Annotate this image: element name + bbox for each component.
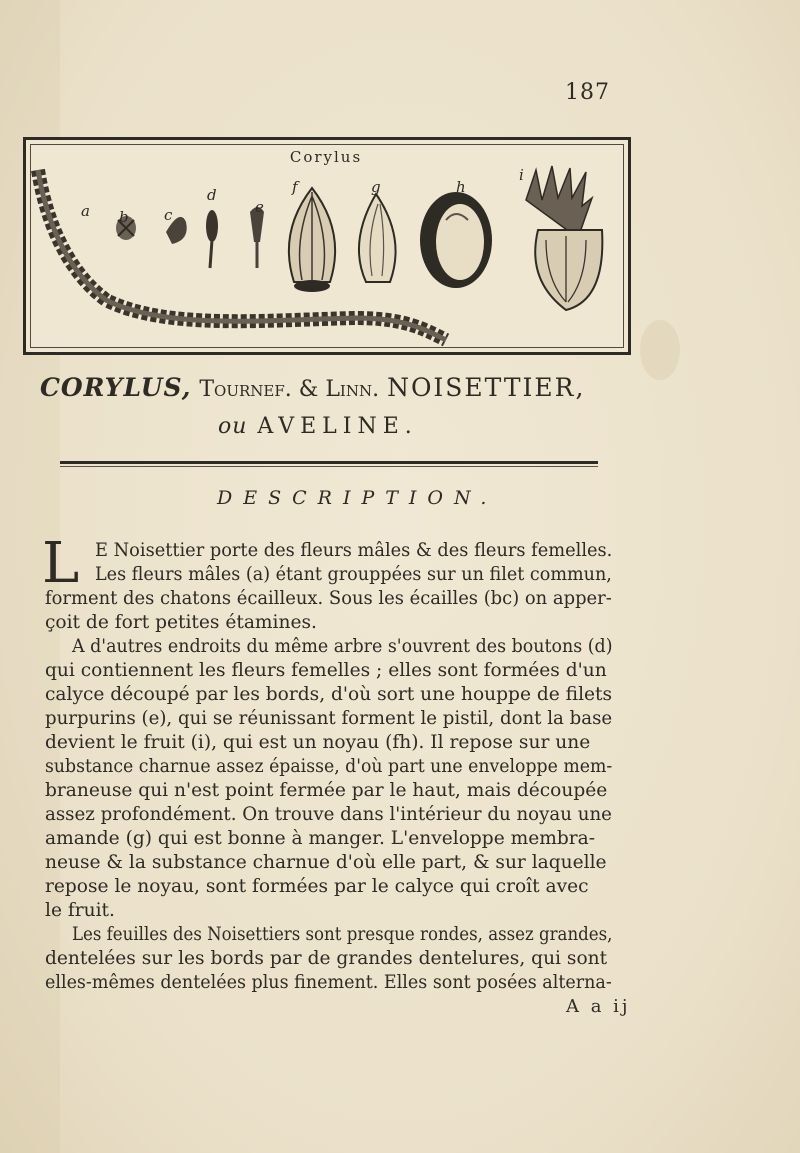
common-name: NOISETTIER, xyxy=(387,373,586,402)
figure-label-e: e xyxy=(255,198,264,216)
text-line: devient le fruit (i), qui est un noyau (fh). Il repose sur une xyxy=(45,732,591,753)
text-line: çoit de fort petites étamines. xyxy=(45,612,317,633)
fruit-husk-i-drawing xyxy=(526,166,602,310)
bud-d-drawing xyxy=(206,210,218,268)
page-number: 187 xyxy=(565,80,610,105)
heading-rule xyxy=(60,461,598,464)
text-line: le fruit. xyxy=(45,900,115,921)
text-line: assez profondément. On trouve dans l'intérieur du noyau une xyxy=(45,804,612,825)
text-line: forment des chatons écailleux. Sous les écailles (bc) on apper- xyxy=(45,588,612,609)
figure-label-a: a xyxy=(81,202,90,220)
text-line: calyce découpé par les bords, d'où sort une houppe de filets xyxy=(45,684,613,705)
figure-label-i: i xyxy=(519,166,524,184)
article-heading xyxy=(40,373,660,402)
kernel-g-drawing xyxy=(359,194,396,282)
nut-section-h-drawing xyxy=(420,192,492,288)
text-line: A d'autres endroits du même arbre s'ouvrent des boutons (d) xyxy=(72,636,613,657)
genus-name: CORYLUS, xyxy=(40,373,192,402)
engraved-plate xyxy=(23,137,631,355)
text-line: braneuse qui n'est point fermée par le haut, mais découpée xyxy=(45,780,608,801)
text-line: elles-mêmes dentelées plus finement. Elles sont posées alterna- xyxy=(45,972,612,993)
text-line: neuse & la substance charnue d'où elle part, & sur laquelle xyxy=(45,852,607,873)
figure-label-d: d xyxy=(207,186,217,204)
alternate-name: AVELINE. xyxy=(257,414,418,439)
text-line: purpurins (e), qui se réunissant forment le pistil, dont la base xyxy=(45,708,613,729)
text-line: substance charnue assez épaisse, d'où part une enveloppe mem- xyxy=(45,756,613,777)
drop-cap: L xyxy=(42,531,80,596)
authorities: Tournef. & Linn. xyxy=(199,377,380,402)
section-title: DESCRIPTION. xyxy=(217,487,498,509)
or-word: ou xyxy=(218,414,248,439)
nut-f-drawing xyxy=(289,188,335,292)
text-line: dentelées sur les bords par de grandes dentelures, qui sont xyxy=(45,948,608,969)
text-line: repose le noyau, sont formées par le calyce qui croît avec xyxy=(45,876,589,897)
signature-mark: A a ij xyxy=(566,996,631,1017)
text-line: qui contiennent les fleurs femelles ; elles sont formées d'un xyxy=(45,660,607,681)
figure-label-g: g xyxy=(371,178,381,196)
hazel-engraving xyxy=(26,140,628,352)
text-line: E Noisettier porte des fleurs mâles & des fleurs femelles. xyxy=(95,540,613,561)
paper-stain xyxy=(640,320,680,380)
figure-label-f: f xyxy=(292,178,298,196)
female-flower-e-drawing xyxy=(250,207,264,268)
alternate-name-line xyxy=(218,414,518,439)
text-line: amande (g) qui est bonne à manger. L'enveloppe membra- xyxy=(45,828,596,849)
figure-label-c: c xyxy=(164,206,173,224)
heading-rule-thin xyxy=(60,466,598,467)
text-line: Les feuilles des Noisettiers sont presque rondes, assez grandes, xyxy=(72,924,613,945)
figure-label-h: h xyxy=(456,178,466,196)
text-line: Les fleurs mâles (a) étant grouppées sur un filet commun, xyxy=(95,564,612,585)
plate-title: Corylus xyxy=(289,148,363,166)
figure-label-b: b xyxy=(119,208,129,226)
